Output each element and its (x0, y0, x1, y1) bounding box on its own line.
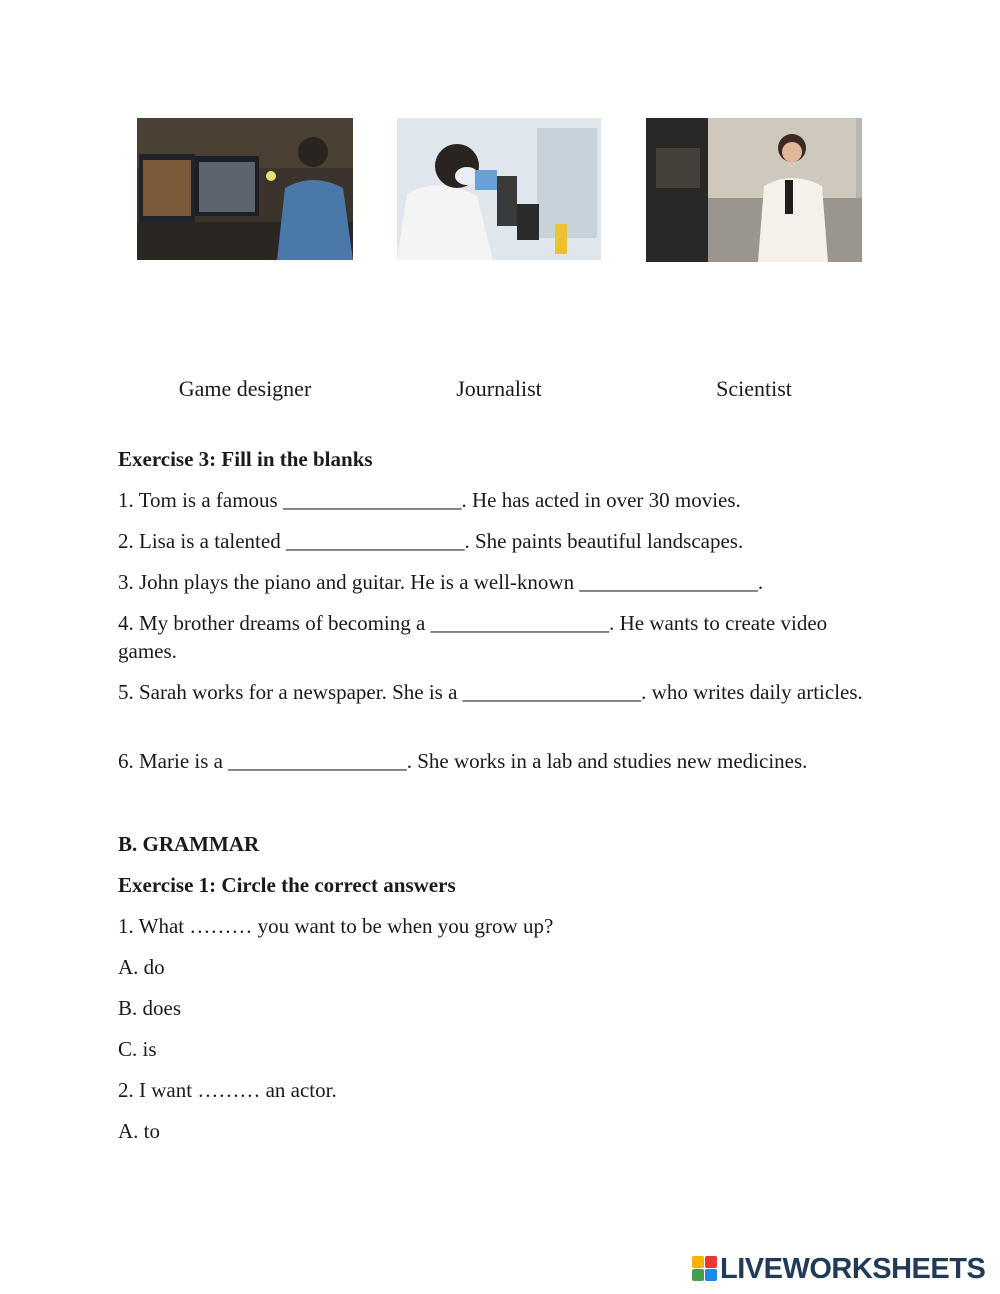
exercise3-item-6: 6. Marie is a _________________. She works in a lab and studies new medicines. (118, 749, 808, 773)
grammar-question-2: 2. I want ……… an actor. (118, 1078, 337, 1102)
exercise3-item-3: 3. John plays the piano and guitar. He is a well-known _________________. (118, 570, 764, 594)
exercise3-title: Exercise 3: Fill in the blanks (118, 447, 373, 471)
liveworksheets-logo-text: LIVEWORKSHEETS (720, 1252, 986, 1285)
game-designer-photo (137, 118, 353, 260)
exercise3-item-1: 1. Tom is a famous _________________. He has acted in over 30 movies. (118, 488, 741, 512)
grammar-option-a: A. do (118, 955, 165, 979)
grammar-section-title: B. GRAMMAR (118, 832, 260, 856)
liveworksheets-logo (692, 1252, 985, 1286)
grammar-q2-option-a: A. to (118, 1119, 160, 1143)
grammar-question-1: 1. What ……… you want to be when you grow up? (118, 914, 554, 938)
grammar-option-c: C. is (118, 1037, 157, 1061)
scientist-photo (397, 118, 601, 260)
grammar-exercise1-title: Exercise 1: Circle the correct answers (118, 873, 456, 897)
journalist-photo (646, 118, 862, 262)
exercise3-item-5: 5. Sarah works for a newspaper. She is a _________________. who writes daily articles. (118, 680, 863, 704)
grammar-option-b: B. does (118, 996, 181, 1020)
liveworksheets-logo-icon (692, 1256, 718, 1282)
exercise3-item-4: 4. My brother dreams of becoming a _________________. He wants to create video games. (118, 611, 828, 663)
caption-scientist: Scientist (716, 376, 792, 401)
caption-game-designer: Game designer (178, 376, 312, 401)
exercise3-item-2: 2. Lisa is a talented _________________. She paints beautiful landscapes. (118, 529, 744, 553)
caption-journalist: Journalist (456, 376, 542, 401)
